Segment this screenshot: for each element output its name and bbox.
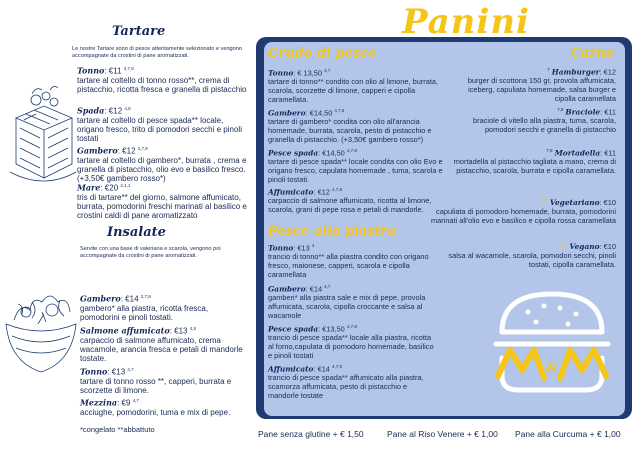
crudo-title: Crudo di pesce — [268, 46, 377, 61]
crudo-item-affumicato: Affumicato: €12 $^{4,7,8}$ carpaccio di salmone affumicato, ricotta al limone, scarola, grani di pepe rosa e petali di mandorle. — [268, 187, 432, 215]
insalate-title: Insalate — [107, 225, 166, 240]
carne-item-vegano: ✓ Vegano: €10 salsa al wacamole, scarola, pomodori secchi, pinoli tostati, cipolla caramellata. — [448, 241, 616, 269]
burger-logo-icon — [488, 286, 616, 398]
footer-curcuma: Pane alla Curcuma + € 1,00 — [515, 429, 621, 439]
carne-item-braciole: $^{7,8}$ Braciole: €11 braciole di vitello alla piastra, tuma, scarola, pomodori secchi e granella di pistacchio — [473, 107, 616, 135]
footer-glutine: Pane senza glutine + € 1,50 — [258, 429, 364, 439]
crudo-item-spada: Pesce spada: €14,50 $^{4,7,8}$ tartare di pesce spada** locale condita con olio Evo e origano fresco, capulata homemade , tuma, scarola e pinoli tostati. — [268, 148, 443, 185]
tartare-intro: Le nostre Tartare sono di pesce attentamente selezionato e vengono accompagnate da crostini di pane aromatizzati. — [72, 46, 242, 59]
tartare-title: Tartare — [112, 24, 166, 39]
tartare-item-tonno: Tonno: €11 $^{4,7,8}$ tartare al coltello di tonno rosso**, crema di pistacchio, ricotta fresca e granella di pistacchio — [77, 65, 247, 95]
piastra-item-affumicato: Affumicato: €14 $^{4,7,8}$ trancio di pesce spada** affumicato alla piastra, scamorza affumicata, pesto di pistacchio e mandorle tostate — [268, 364, 424, 401]
footer-venere: Pane al Riso Venere + € 1,00 — [387, 429, 498, 439]
carne-item-vegetariano: ✓ Vegetariano: €10 capuliata di pomodoro homemade, burrata, pomodorini marinati all'olio evo e basilico e cipolla rossa caramellata — [430, 197, 616, 225]
piastra-title: Pesce alla piastra — [268, 224, 397, 239]
insalate-intro: Servite con una base di valeriana e scarola, vengono poi accompagnate da crostini di pane aromatizzati. — [80, 246, 221, 259]
insalate-section — [0, 222, 250, 442]
piastra-item-tonno: Tonno: €13 $^4$ trancio di tonno** alla piastra condito con origano fresco, maionese, capperi, scarola e cipolla caramellata — [268, 243, 429, 280]
tartare-section — [0, 0, 250, 220]
salad-bowl-illustration — [2, 280, 80, 376]
carne-title: Carne — [570, 46, 614, 61]
leaf-icon: ✓ — [559, 241, 568, 252]
insalate-item-salmone: Salmone affumicato: €13 $^{4,8}$ carpaccio di salmone affumicato, crema wacamole, arancia fresca e petali di mandorle tostate. — [80, 325, 243, 364]
svg-text:&: & — [546, 361, 558, 376]
insalate-item-gambero: Gambero: €14 $^{2,7,8}$ gambero* alla piastra, ricotta fresca, pomodorini e pinoli tostati. — [80, 293, 209, 323]
piastra-item-gambero: Gambero: €14 $^{4,7}$ gamberi* alla piastra sale e mix di pepe, provola affumicata, scarola, cipolla croccante e salsa al wacamole — [268, 284, 426, 321]
carne-item-mortadella: $^{7,8}$ Mortadella: €11 mortadella al pistacchio tagliata a mano, crema di pistacchio, scarola, burrata e cipolla caramellata. — [453, 148, 616, 176]
tartare-item-spada: Spada: €12 $^{4,8}$ tartare al coltello di pesce spada** locale, origano fresco, trito di pomodori secchi e pinoli tostati — [77, 105, 242, 144]
item-name: Tonno — [77, 65, 105, 76]
item-desc: tartare al coltello di tonno rosso**, crema di pistacchio, ricotta fresca e granella di pistacchio — [77, 75, 247, 95]
allergen-note: *congelato **abbattuto — [80, 425, 155, 434]
crudo-item-gambero: Gambero: €14,50 $^{4,7,8}$ tartare di gambero* condita con olio all'arancia homemade, burrata, scarola, pesto di pistacchio e granella di pistacchio. (+3,50€ gambero rosso*) — [268, 108, 432, 145]
leaf-icon: ✓ — [539, 197, 548, 208]
panini-title: Panini — [402, 2, 530, 42]
insalate-item-mezzina: Mezzina: €9 $^{4,7}$ acciughe, pomodorini, tuma e mix di pepe. — [80, 397, 231, 417]
carne-item-hamburger: $^7$ Hamburger: €12 burger di scottona 150 gr, provola affumicata, iceberg, capuliata homemade, salsa burger e cipolla caramellata — [467, 67, 616, 104]
insalate-item-tonno: Tonno: €13 $^{4,7}$ tartare di tonno rosso **, capperi, burrata e scorzette di limone. — [80, 366, 232, 396]
tartare-illustration — [6, 78, 80, 188]
crudo-item-tonno: Tonno: € 13,50 $^{4,7}$ tartare di tonno** condito con olio al limone, burrata, scarola, scorzette di limone, capperi e cipolla caramellata. — [268, 68, 439, 105]
tartare-item-mare: Mare: €20 $^{2,4,1}$ tris di tartare** del giorno, salmone affumicato, burrata, pomodorini freschi marinati al basilico e crostini caldi di pane aromatizzato — [77, 182, 247, 221]
piastra-item-spada: Pesce spada: €13,50 $^{4,7,8}$ trancio di pesce spada** locale alla piastra, ricotta al forno,capulata di pomodoro homemade, basilico e pinoli tostati — [268, 324, 434, 361]
tartare-item-gambero: Gambero: €12 $^{2,7,8}$ tartare al coltello di gambero*, burrata , crema e granella di pistacchio, olio evo e basilico fresco. (+3,50€ gambero rosso*) — [77, 145, 247, 184]
